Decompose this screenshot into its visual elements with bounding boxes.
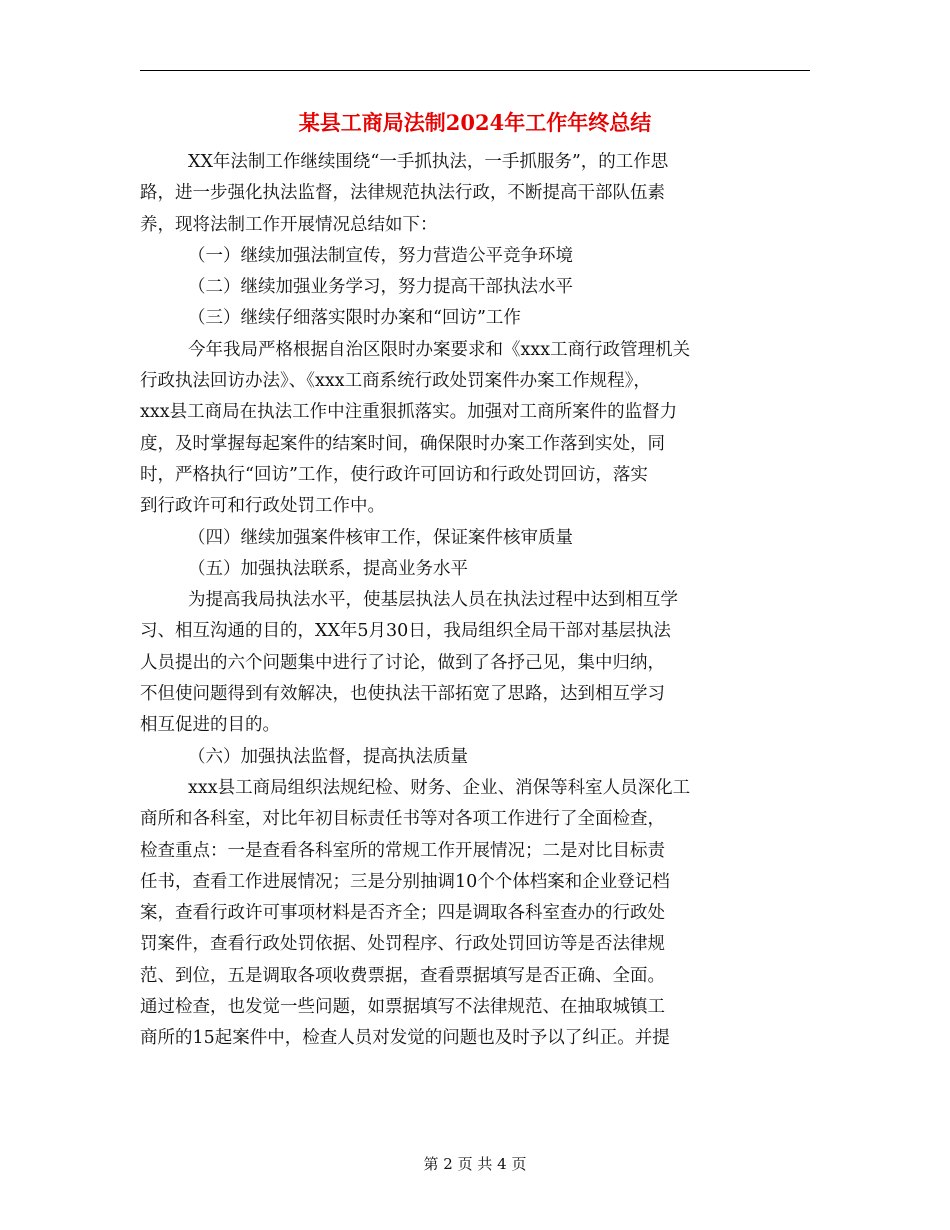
document-title: 某县工商局法制2024年工作年终总结 bbox=[298, 110, 652, 135]
body-line: 路，进一步强化执法监督，法律规范执法行政，不断提高干部队伍素 bbox=[140, 183, 665, 204]
document-body bbox=[140, 147, 810, 1055]
body-line: 行政执法回访办法》、《xxx工商系统行政处罚案件办案工作规程》， bbox=[140, 371, 651, 392]
body-line: 今年我局严格根据自治区限时办案要求和《xxx工商行政管理机关 bbox=[188, 339, 691, 360]
header-rule bbox=[140, 70, 810, 71]
body-line: （一）继续加强法制宣传，努力营造公平竞争环境 bbox=[188, 245, 573, 266]
body-line: （四）继续加强案件核审工作，保证案件核审质量 bbox=[188, 527, 573, 548]
body-line: 商所和各科室，对比年初目标责任书等对各项工作进行了全面检查， bbox=[140, 809, 665, 830]
body-line: 为提高我局执法水平，使基层执法人员在执法过程中达到相互学 bbox=[188, 590, 678, 611]
body-line: 任书，查看工作进展情况；三是分别抽调10个个体档案和企业登记档 bbox=[140, 871, 670, 892]
body-line: 度，及时掌握每起案件的结案时间，确保限时办案工作落到实处，同 bbox=[140, 433, 665, 454]
body-line: 习、相互沟通的目的，XX年5月30日，我局组织全局干部对基层执法 bbox=[140, 621, 671, 642]
body-line: 检查重点：一是查看各科室所的常规工作开展情况；二是对比目标责 bbox=[140, 840, 665, 861]
body-line: 时，严格执行“回访”工作，使行政许可回访和行政处罚回访，落实 bbox=[140, 464, 648, 485]
body-line: 案，查看行政许可事项材料是否齐全；四是调取各科室查办的行政处 bbox=[140, 903, 665, 924]
body-line: 罚案件，查看行政处罚依据、处罚程序、行政处罚回访等是否法律规 bbox=[140, 934, 665, 955]
body-line: 养，现将法制工作开展情况总结如下： bbox=[140, 214, 438, 235]
page-footer: 第 2 页 共 4 页 bbox=[423, 1155, 527, 1173]
body-line: 范、到位，五是调取各项收费票据，查看票据填写是否正确、全面。 bbox=[140, 965, 665, 986]
body-line: （六）加强执法监督，提高执法质量 bbox=[188, 746, 468, 767]
body-line: XX年法制工作继续围绕“一手抓执法，一手抓服务”，的工作思 bbox=[188, 152, 669, 172]
body-line: 人员提出的六个问题集中进行了讨论，做到了各抒己见，集中归纳， bbox=[140, 652, 665, 673]
body-line: 到行政许可和行政处罚工作中。 bbox=[140, 496, 385, 517]
body-line: 通过检查，也发觉一些问题，如票据填写不法律规范、在抽取城镇工 bbox=[140, 997, 665, 1018]
body-line: （三）继续仔细落实限时办案和“回访”工作 bbox=[188, 308, 521, 329]
body-line: 商所的15起案件中，检查人员对发觉的问题也及时予以了纠正。并提 bbox=[140, 1028, 670, 1049]
body-line: 不但使问题得到有效解决，也使执法干部拓宽了思路，达到相互学习 bbox=[140, 684, 665, 705]
body-line: 相互促进的目的。 bbox=[140, 715, 280, 736]
body-line: （二）继续加强业务学习，努力提高干部执法水平 bbox=[188, 277, 573, 298]
body-line: xxx县工商局组织法规纪检、财务、企业、消保等科室人员深化工 bbox=[188, 777, 691, 798]
body-line: （五）加强执法联系，提高业务水平 bbox=[188, 558, 468, 579]
body-line: xxx县工商局在执法工作中注重狠抓落实。加强对工商所案件的监督力 bbox=[140, 402, 678, 423]
